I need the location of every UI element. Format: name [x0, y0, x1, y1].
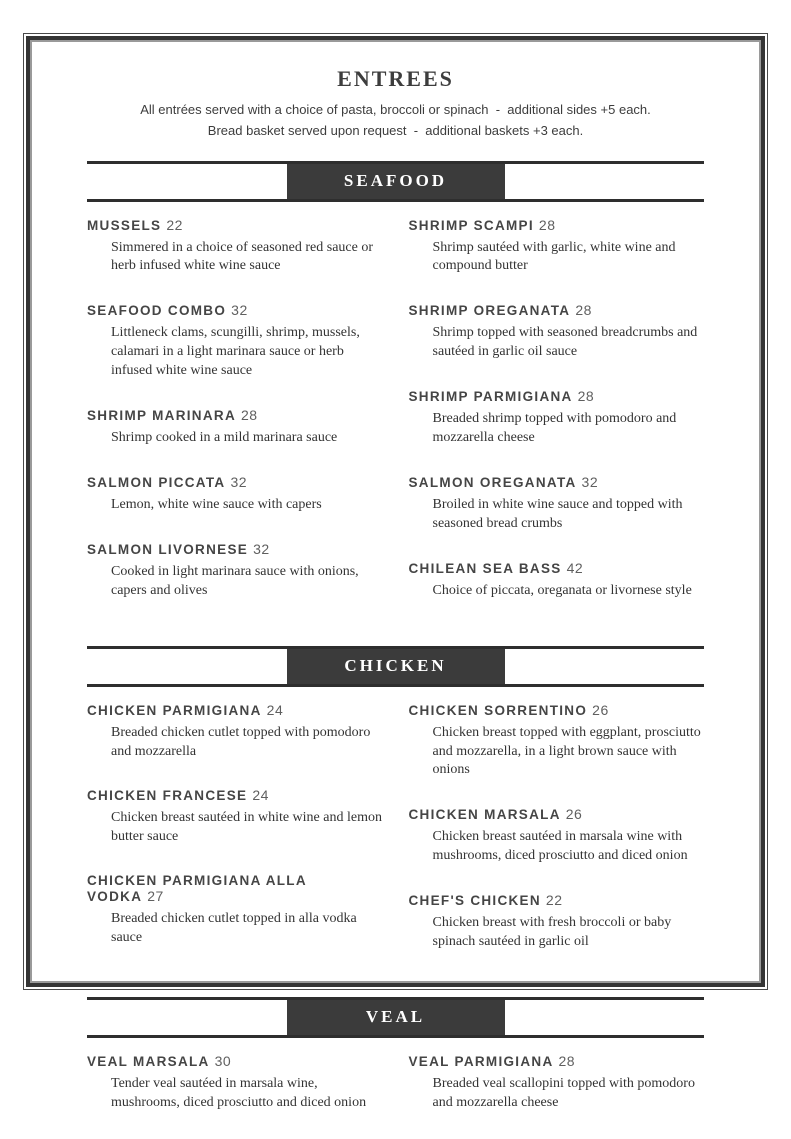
column-right: [409, 1053, 705, 1139]
section-veal: [87, 997, 704, 1139]
menu-item-price: 30: [214, 1052, 232, 1069]
menu-item-price: 32: [230, 473, 248, 490]
menu-item-name: SHRIMP SCAMPI: [408, 217, 534, 233]
menu-item-header: [87, 702, 383, 718]
menu-item-name: CHICKEN PARMIGIANA ALLA VODKA: [87, 873, 307, 905]
menu-item-name: CHICKEN MARSALA: [408, 807, 561, 823]
section-columns: [87, 702, 704, 978]
section-columns: [87, 217, 704, 627]
menu-item-name: SEAFOOD COMBO: [87, 303, 227, 319]
menu-item-name: VEAL MARSALA: [87, 1053, 210, 1069]
section-band-seafood: [87, 161, 704, 202]
menu-item-description: Breaded chicken cutlet topped in alla vodka sauce: [111, 911, 357, 946]
menu-item: [87, 407, 383, 448]
menu-item-name: CHICKEN PARMIGIANA: [87, 702, 262, 718]
menu-item-header: [409, 892, 705, 908]
menu-item-name: CHICKEN SORRENTINO: [408, 702, 588, 718]
column-right: [409, 217, 705, 627]
menu-item-name: MUSSELS: [87, 217, 162, 233]
menu-item-description: Chicken breast sautéed in white wine and lemon butter sauce: [111, 810, 382, 845]
menu-item-header: [87, 873, 383, 904]
menu-item-description: Shrimp cooked in a mild marinara sauce: [111, 430, 338, 446]
menu-item-name: CHICKEN FRANCESE: [87, 788, 248, 804]
menu-item-price: 32: [253, 540, 270, 557]
menu-item-description: Chicken breast topped with eggplant, prosciutto and mozzarella, in a light brown sauce with onions: [432, 724, 701, 778]
menu-item: [87, 787, 383, 847]
menu-item-price: 32: [231, 302, 248, 319]
menu-item-name: CHEF'S CHICKEN: [408, 893, 541, 909]
menu-item-description: Choice of piccata, oreganata or livornese style: [432, 582, 692, 598]
menu-item-description: Breaded shrimp topped with pomodoro and mozzarella cheese: [432, 411, 677, 446]
menu-item-price: 28: [577, 388, 595, 405]
menu-item-name: SHRIMP PARMIGIANA: [408, 389, 573, 405]
menu-item: [87, 302, 383, 381]
menu-item-name: SALMON PICCATA: [87, 474, 226, 490]
menu-item-name: SALMON OREGANATA: [408, 474, 577, 490]
menu-item: [409, 560, 705, 601]
menu-item-price: 28: [538, 216, 556, 233]
column-right: [409, 702, 705, 978]
menu-item-header: [409, 474, 705, 490]
column-left: [87, 702, 383, 978]
menu-item-description: Cooked in light marinara sauce with onions, capers and olives: [111, 563, 359, 598]
menu-title: ENTREES: [337, 66, 454, 91]
menu-item-description: Shrimp sautéed with garlic, white wine and compound butter: [432, 239, 676, 274]
menu-item-header: [409, 806, 705, 822]
menu-item: [409, 806, 705, 866]
menu-note-line-1: All entrées served with a choice of pasta, broccoli or spinach - additional sides +5 each.: [140, 102, 651, 117]
menu-item-description: Tender veal sautéed in marsala wine, mushrooms, diced prosciutto and diced onion: [111, 1075, 367, 1110]
menu-item-description: Lemon, white wine sauce with capers: [111, 496, 322, 512]
menu-item-header: [87, 217, 383, 233]
menu-item: [87, 1053, 383, 1113]
section-band-label: SEAFOOD: [287, 164, 505, 199]
menu-item-description: Breaded chicken cutlet topped with pomodoro and mozzarella: [111, 724, 371, 759]
menu-item-name: SHRIMP MARINARA: [87, 408, 237, 424]
section-band-veal: [87, 997, 704, 1038]
menu-item-price: 26: [592, 701, 609, 718]
menu-item-description: Simmered in a choice of seasoned red sauce or herb infused white wine sauce: [111, 239, 374, 274]
menu-item-description: Chicken breast sautéed in marsala wine with mushrooms, diced prosciutto and diced onion: [432, 829, 688, 864]
menu-item: [87, 217, 383, 277]
page-frame-middle-border: [26, 36, 765, 1110]
menu-item-header: [409, 302, 705, 318]
section-seafood: [87, 161, 704, 627]
menu-item-header: [409, 702, 705, 718]
menu-item-header: [87, 474, 383, 490]
page-frame-inner-border: [30, 40, 761, 1110]
menu-item-price: 28: [558, 1052, 576, 1069]
menu-item-price: 24: [266, 701, 284, 718]
menu-item-description: Chicken breast with fresh broccoli or baby spinach sautéed in garlic oil: [432, 915, 672, 949]
menu-item: [87, 702, 383, 762]
menu-item: [409, 1053, 705, 1113]
menu-item-name: CHILEAN SEA BASS: [408, 560, 562, 576]
menu-item: [409, 702, 705, 781]
menu-item: [409, 217, 705, 277]
menu-note-line-2: Bread basket served upon request - additional baskets +3 each.: [207, 122, 584, 138]
menu-item-name: SHRIMP OREGANATA: [408, 303, 571, 319]
section-chicken: [87, 646, 704, 978]
menu-item-header: [409, 560, 705, 576]
menu-item: [409, 302, 705, 362]
menu-item-name: SALMON LIVORNESE: [87, 541, 249, 557]
menu-page: [32, 42, 759, 1139]
menu-item-price: 22: [545, 892, 563, 909]
menu-item-header: [87, 1053, 383, 1069]
menu-item: [87, 873, 383, 948]
menu-item-header: [87, 302, 383, 318]
menu-item-header: [87, 407, 383, 423]
menu-item-price: 32: [581, 473, 599, 490]
menu-item-price: 24: [252, 787, 269, 804]
menu-item: [409, 474, 705, 534]
menu-item-price: 28: [241, 407, 258, 424]
menu-item: [409, 892, 705, 952]
section-band-label: VEAL: [287, 1000, 505, 1035]
menu-item-header: [409, 217, 705, 233]
menu-item-description: Littleneck clams, scungilli, shrimp, mussels, calamari in a light marinara sauce or herb infused white wine sauce: [111, 325, 360, 379]
menu-item-header: [409, 1053, 705, 1069]
menu-item-price: 26: [565, 806, 583, 823]
section-columns: [87, 1053, 704, 1139]
menu-item-price: 42: [566, 559, 584, 576]
section-band-chicken: [87, 646, 704, 687]
menu-item-header: [409, 388, 705, 404]
column-left: [87, 1053, 383, 1139]
menu-item-price: 27: [147, 888, 164, 905]
menu-notes: [87, 100, 704, 142]
menu-item-price: 28: [575, 302, 592, 319]
menu-item: [87, 474, 383, 515]
column-left: [87, 217, 383, 627]
menu-item-description: Breaded veal scallopini topped with pomodoro and mozzarella cheese: [432, 1075, 695, 1110]
menu-item: [409, 388, 705, 448]
menu-item-header: [87, 787, 383, 803]
menu-item-description: Shrimp topped with seasoned breadcrumbs and sautéed in garlic oil sauce: [432, 325, 698, 360]
menu-item-name: VEAL PARMIGIANA: [408, 1053, 554, 1069]
menu-item-price: 22: [166, 216, 183, 233]
menu-item-header: [87, 541, 383, 557]
menu-item-description: Broiled in white wine sauce and topped with seasoned bread crumbs: [432, 496, 683, 531]
section-band-label: CHICKEN: [287, 649, 505, 684]
menu-item: [87, 541, 383, 601]
page-frame: [23, 33, 768, 1110]
